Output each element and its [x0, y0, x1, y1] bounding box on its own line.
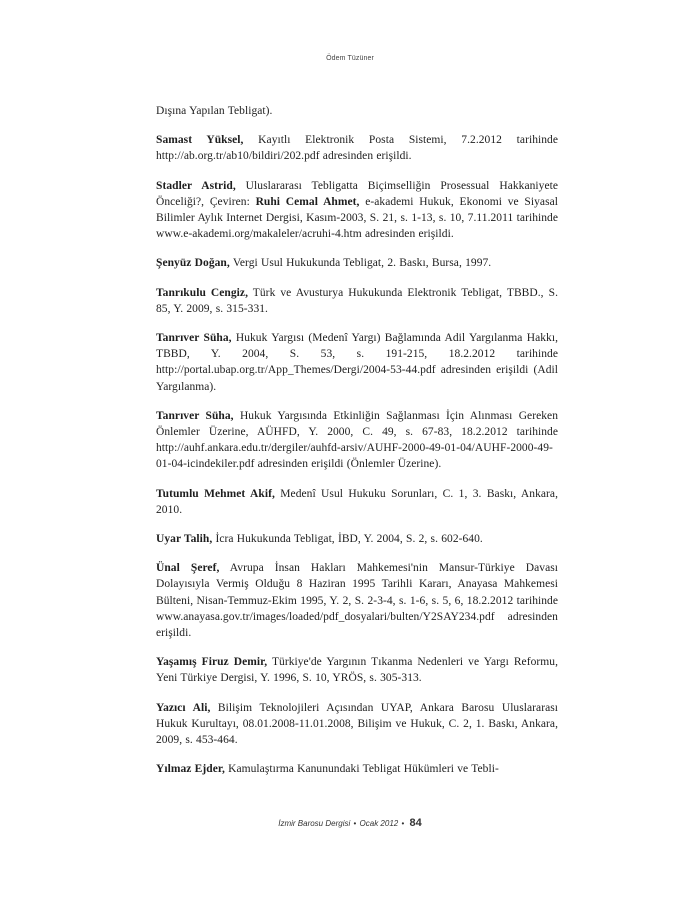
page-number: 84: [409, 817, 422, 829]
entry-text: Medenî Usul Hukuku Sorunları, C. 1, 3. Baskı, Ankara, 2010.: [156, 487, 559, 516]
entry-author: Stadler Astrid,: [156, 179, 236, 192]
entry-text: İcra Hukukunda Tebligat, İBD, Y. 2004, S. 2, s. 602-640.: [212, 533, 483, 546]
entry-author: Tutumlu Mehmet Akif,: [156, 487, 275, 500]
entry-author: Ünal Şeref,: [156, 562, 220, 575]
entry-text: Kamulaştırma Kanunundaki Tebligat Hükümleri ve Tebli-: [224, 763, 499, 776]
footer-date: Ocak 2012: [359, 819, 399, 828]
bibliography-entry: [156, 178, 558, 243]
bibliography-entry: [156, 761, 558, 777]
bibliography-entry: [156, 654, 558, 686]
bibliography-entry: [156, 531, 558, 547]
entry-text: Hukuk Yargısı (Medenî Yargı) Bağlamında Adil Yargılanma Hakkı, TBBD, Y. 2004, S. 53, s. 191-215, 18.2.2012 tarihinde http://portal.ubap.org.tr/App_Themes/Dergi/2004-53-44.pdf adresinden erişildi (Adil Yargılanma).: [156, 332, 558, 393]
bibliography-entry: [156, 285, 558, 317]
entry-author: Tanrıkulu Cengiz,: [156, 286, 248, 299]
entry-author: Tanrıver Süha,: [156, 409, 234, 422]
entry-author: Yaşamış Firuz Demir,: [156, 656, 268, 669]
running-head: Ödem Tüzüner: [326, 55, 374, 62]
entry-text: Kayıtlı Elektronik Posta Sistemi, 7.2.2012 tarihinde http://ab.org.tr/ab10/bildiri/202.pdf adresinden erişildi.: [156, 134, 558, 163]
entry-translator: Ruhi Cemal Ahmet,: [255, 195, 360, 208]
entry-author: Şenyüz Doğan,: [156, 257, 230, 270]
entry-author: Yazıcı Ali,: [156, 701, 211, 714]
entry-text: Hukuk Yargısında Etkinliğin Sağlanması İçin Alınması Gereken Önlemler Üzerine, AÜHFD, Y. 2000, C. 49, s. 67-83, 18.2.2012 tarihinde http://auhf.ankara.edu.tr/dergiler/auhfd-arsiv/AUHF-2000-49-01-04/AUHF-2000-49-01-04-icindekiler.pdf adresinden erişildi (Önlemler Üzerine).: [156, 409, 558, 471]
page-footer: [0, 817, 700, 829]
footer-separator: •: [353, 819, 357, 828]
bibliography-entry: [156, 330, 558, 395]
entry-text: Bilişim Teknolojileri Açısından UYAP, Ankara Barosu Uluslararası Hukuk Kurultayı, 08.01.2008-11.01.2008, Bilişim ve Hukuk, C. 2, 1. Baskı, Ankara, 2009, s. 453-464.: [156, 701, 558, 747]
bibliography-list: [156, 103, 558, 791]
entry-text: Vergi Usul Hukukunda Tebligat, 2. Baskı, Bursa, 1997.: [229, 257, 492, 270]
bibliography-entry: [156, 700, 558, 749]
entry-text: Dışına Yapılan Tebligat).: [156, 105, 273, 117]
entry-text: Uluslararası Tebligatta Biçimselliğin Prosessual Hakkaniyete Önceliği?, Çeviren:: [156, 179, 558, 208]
footer-journal: İzmir Barosu Dergisi: [278, 819, 351, 828]
entry-author: Yılmaz Ejder,: [156, 763, 225, 776]
entry-author: Uyar Talih,: [156, 533, 213, 546]
bibliography-entry: [156, 103, 558, 119]
bibliography-entry: [156, 132, 558, 164]
bibliography-entry: [156, 560, 558, 641]
entry-text: Türkiye'de Yargının Tıkanma Nedenleri ve Yargı Reformu, Yeni Türkiye Dergisi, Y. 1996, S. 10, YRÖS, s. 305-313.: [156, 656, 558, 685]
bibliography-entry: [156, 486, 558, 518]
footer-separator: •: [401, 819, 405, 828]
entry-author: Samast Yüksel,: [156, 134, 244, 147]
bibliography-entry: [156, 408, 558, 473]
bibliography-entry: [156, 255, 558, 271]
entry-text: Avrupa İnsan Hakları Mahkemesi'nin Mansur-Türkiye Davası Dolayısıyla Vermiş Olduğu 8 Haziran 1995 Tarihli Kararı, Anayasa Mahkemesi Bülteni, Nisan-Temmuz-Ekim 1995, Y. 2, S. 2-3-4, s. 1-6, s. 5, 6, 18.2.2012 tarihinde www.anayasa.gov.tr/images/loaded/pdf_dosyalari/bulten/Y2SAY234.pdf adresinden erişildi.: [156, 562, 558, 640]
entry-text-continued: e-akademi Hukuk, Ekonomi ve Siyasal Bilimler Aylık Internet Dergisi, Kasım-2003, S. 21, s. 1-13, s. 10, 7.11.2011 tarihinde www.e-akademi.org/makaleler/acruhi-4.htm adresinden erişildi.: [156, 195, 559, 241]
entry-author: Tanrıver Süha,: [156, 332, 232, 345]
entry-text: Türk ve Avusturya Hukukunda Elektronik Tebligat, TBBD., S. 85, Y. 2009, s. 315-331.: [156, 286, 559, 315]
